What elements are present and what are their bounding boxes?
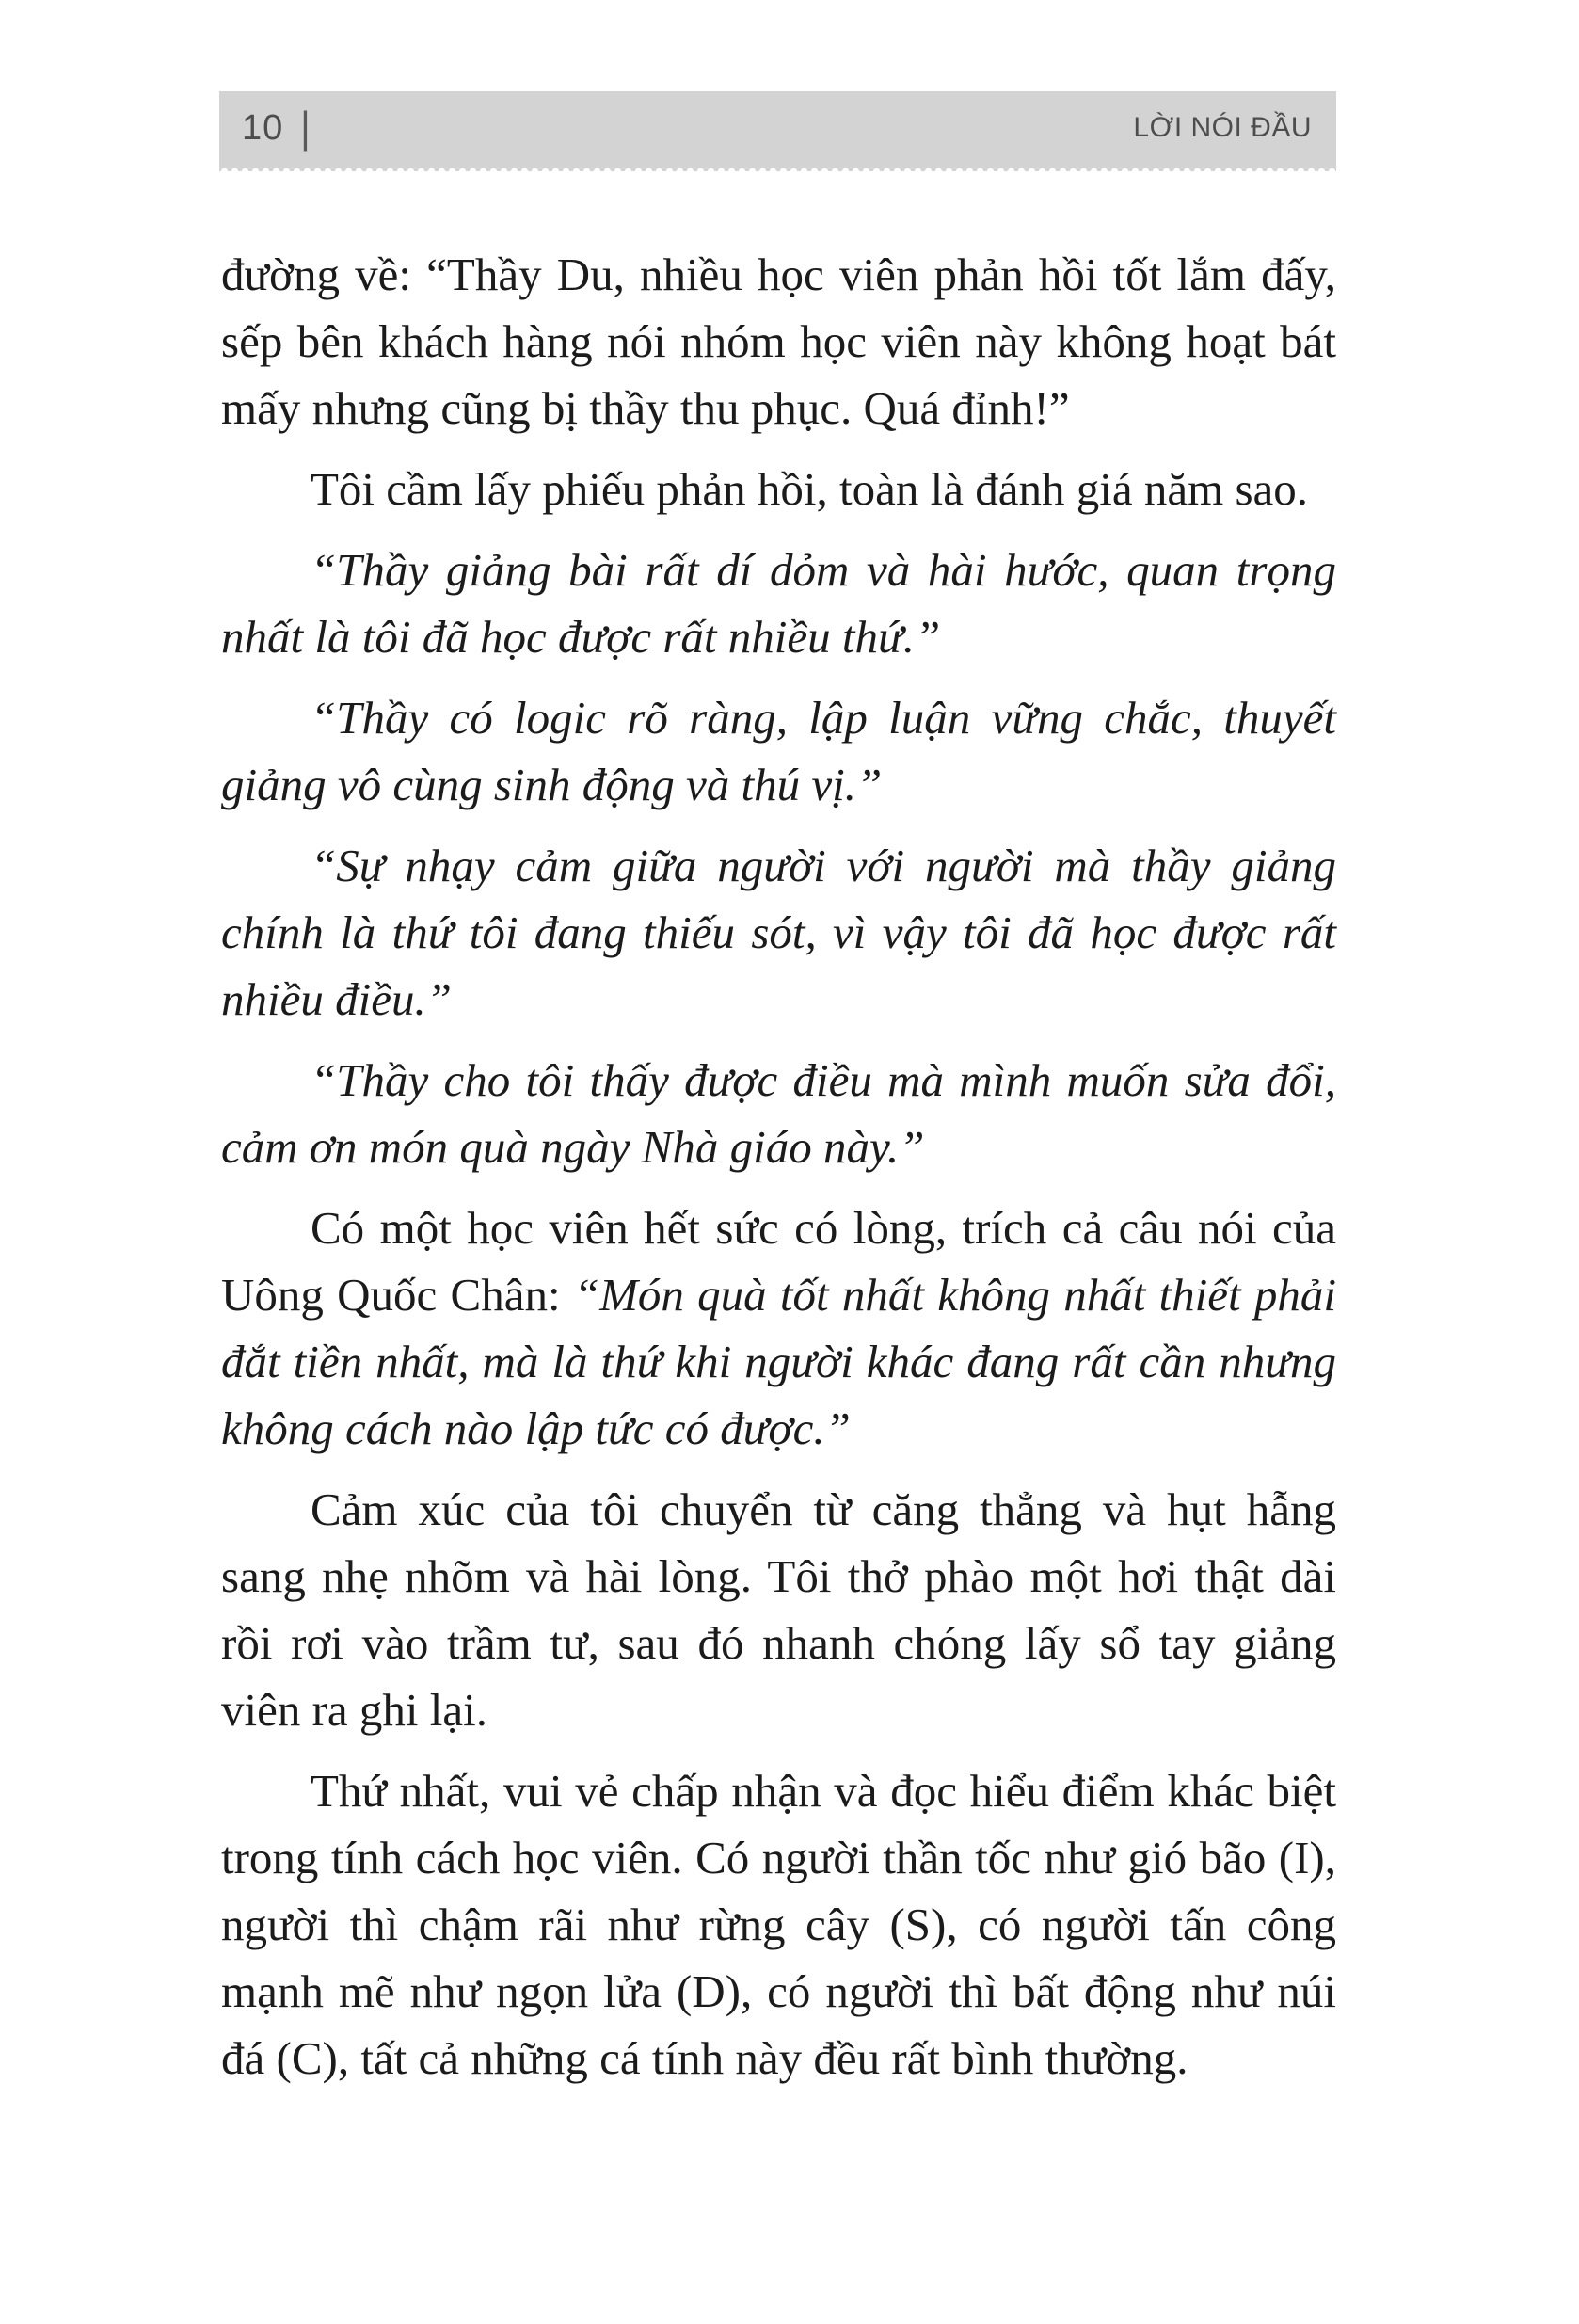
body-text-run: Cảm xúc của tôi chuyển từ căng thẳng và hụt hẫng sang nhẹ nhõm và hài lòng. Tôi thở phào một hơi thật dài rồi rơi vào trầm tư, sau đó nhanh chóng lấy sổ tay giảng viên ra ghi lại.: [221, 1483, 1336, 1736]
header-perforated-edge: [219, 165, 1336, 171]
page-number: 10: [242, 108, 284, 148]
section-title: LỜI NÓI ĐẦU: [1133, 112, 1312, 143]
paragraph: [221, 241, 1336, 441]
paragraph: [221, 832, 1336, 1033]
paragraph: [221, 537, 1336, 670]
quote-text-run: “Sự nhạy cảm giữa người với người mà thầy giảng chính là thứ tôi đang thiếu sót, vì vậy tôi đã học được rất nhiều điều.”: [221, 840, 1336, 1025]
body-text-run: đường về: “Thầy Du, nhiều học viên phản hồi tốt lắm đấy, sếp bên khách hàng nói nhóm học viên này không hoạt bát mấy nhưng cũng bị thầy thu phục. Quá đỉnh!”: [221, 248, 1336, 434]
body-text-run: Thứ nhất, vui vẻ chấp nhận và đọc hiểu điểm khác biệt trong tính cách học viên. Có người thần tốc như gió bão (I), người thì chậm rãi như rừng cây (S), có người tấn công mạnh mẽ như ngọn lửa (D), có người thì bất động như núi đá (C), tất cả những cá tính này đều rất bình thường.: [221, 1765, 1336, 2084]
running-header: [219, 91, 1336, 165]
quote-text-run: “Thầy giảng bài rất dí dỏm và hài hước, quan trọng nhất là tôi đã học được rất nhiều thứ.”: [221, 544, 1336, 663]
body-text-run: Có một học viên hết sức có lòng, trích cả câu nói của Uông Quốc Chân:: [221, 1202, 1336, 1321]
header-left-group: [242, 104, 311, 152]
paragraph: [221, 1757, 1336, 2092]
paragraph: [221, 1476, 1336, 1743]
paragraph: [221, 456, 1336, 522]
paragraph: [221, 1194, 1336, 1462]
paragraph: [221, 1047, 1336, 1180]
paragraph: [221, 684, 1336, 818]
page-body: [221, 241, 1336, 2106]
header-divider: |: [300, 104, 311, 152]
quote-text-run: “Món quà tốt nhất không nhất thiết phải đắt tiền nhất, mà là thứ khi người khác đang rất cần nhưng không cách nào lập tức có được.”: [221, 1269, 1336, 1454]
quote-text-run: “Thầy cho tôi thấy được điều mà mình muốn sửa đổi, cảm ơn món quà ngày Nhà giáo này.”: [221, 1054, 1336, 1173]
body-text-run: Tôi cầm lấy phiếu phản hồi, toàn là đánh giá năm sao.: [311, 463, 1309, 515]
quote-text-run: “Thầy có logic rõ ràng, lập luận vững chắc, thuyết giảng vô cùng sinh động và thú vị.”: [221, 692, 1336, 810]
